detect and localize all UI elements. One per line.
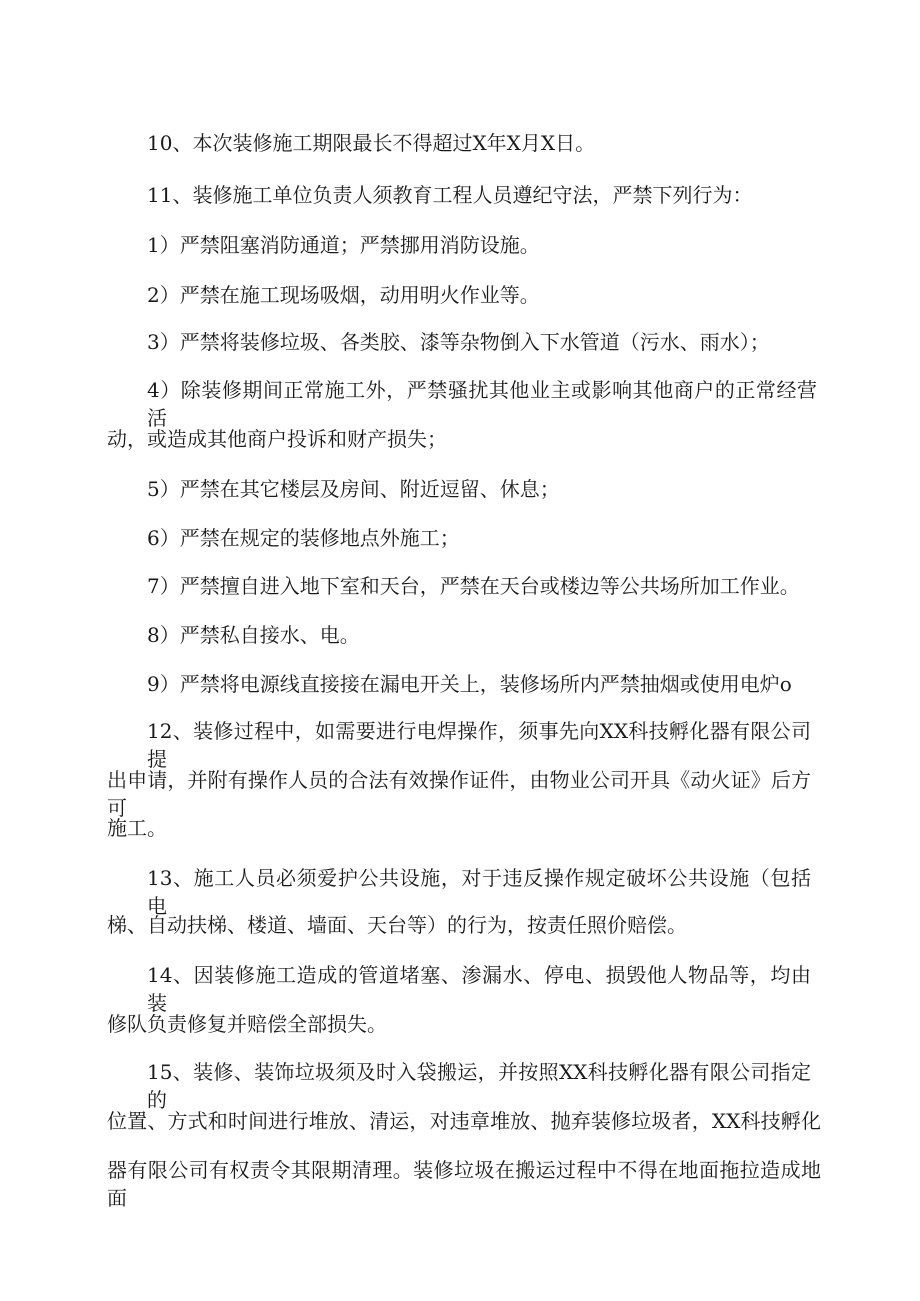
clause-12: 12、装修过程中，如需要进行电焊操作，须事先向XX科技孵化器有限公司提 bbox=[147, 719, 811, 771]
clause-11-item-4: 4）除装修期间正常施工外，严禁骚扰其他业主或影响其他商户的正常经营活 bbox=[147, 378, 817, 430]
clause-11-item-2: 2）严禁在施工现场吸烟，动用明火作业等。 bbox=[147, 283, 540, 307]
clause-11-item-4-cont: 动，或造成其他商户投诉和财产损失； bbox=[107, 427, 447, 451]
clause-11: 11、装修施工单位负责人须教育工程人员遵纪守法，严禁下列行为： bbox=[147, 183, 753, 207]
clause-11-item-9: 9）严禁将电源线直接接在漏电开关上，装修场所内严禁抽烟或使用电炉o bbox=[147, 672, 792, 696]
clause-15-cont-2: 器有限公司有权责令其限期清理。装修垃圾在搬运过程中不得在地面拖拉造成地面 bbox=[107, 1158, 821, 1210]
clause-11-item-6: 6）严禁在规定的装修地点外施工； bbox=[147, 526, 460, 550]
clause-12-cont-2: 施工。 bbox=[107, 816, 167, 840]
clause-15-cont-1: 位置、方式和时间进行堆放、清运，对违章堆放、抛弃装修垃圾者，XX科技孵化 bbox=[107, 1109, 821, 1133]
clause-12-cont-1: 出申请，并附有操作人员的合法有效操作证件，由物业公司开具《动火证》后方可 bbox=[107, 768, 811, 820]
clause-13: 13、施工人员必须爱护公共设施，对于违反操作规定破坏公共设施（包括电 bbox=[147, 866, 811, 918]
clause-11-item-5: 5）严禁在其它楼层及房间、附近逗留、休息； bbox=[147, 477, 560, 501]
clause-14: 14、因装修施工造成的管道堵塞、渗漏水、停电、损毁他人物品等，均由装 bbox=[147, 963, 811, 1015]
clause-11-item-7: 7）严禁擅自进入地下室和天台，严禁在天台或楼边等公共场所加工作业。 bbox=[147, 574, 800, 598]
clause-14-cont: 修队负责修复并赔偿全部损失。 bbox=[107, 1012, 387, 1036]
clause-10: 10、本次装修施工期限最长不得超过X年X月X日。 bbox=[147, 131, 596, 155]
clause-13-cont: 梯、自动扶梯、楼道、墙面、天台等）的行为，按责任照价赔偿。 bbox=[107, 913, 687, 937]
clause-11-item-1: 1）严禁阻塞消防通道；严禁挪用消防设施。 bbox=[147, 233, 540, 257]
clause-11-item-3: 3）严禁将装修垃圾、各类胶、漆等杂物倒入下水管道（污水、雨水）； bbox=[147, 330, 770, 354]
clause-15: 15、装修、装饰垃圾须及时入袋搬运，并按照XX科技孵化器有限公司指定的 bbox=[147, 1060, 811, 1112]
clause-11-item-8: 8）严禁私自接水、电。 bbox=[147, 623, 360, 647]
